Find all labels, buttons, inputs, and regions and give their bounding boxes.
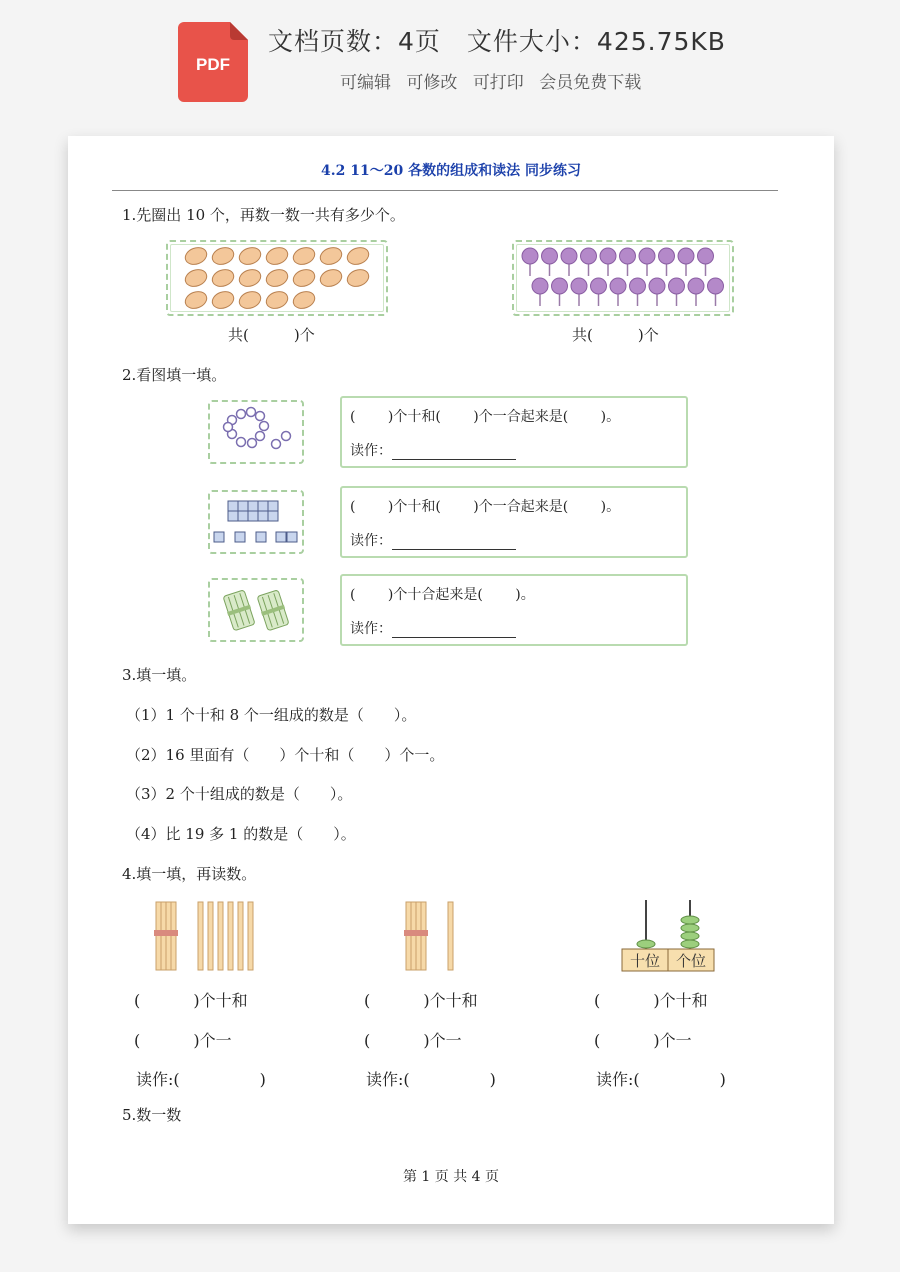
lollipop-icon — [688, 278, 704, 294]
q4-col1-ones[interactable]: ( )个一 — [134, 1031, 232, 1050]
circle-dots-illustration — [210, 402, 302, 462]
feature-member-download: 会员免费下载 — [539, 73, 642, 93]
lollipop-icon — [678, 248, 694, 264]
q2-row2-read-line[interactable] — [350, 530, 516, 550]
peanut-icon — [345, 245, 371, 268]
peanut-icon — [210, 245, 236, 268]
lollipop-icon — [571, 278, 587, 294]
lollipop-icon — [532, 278, 548, 294]
q2-row3-read-line[interactable] — [350, 618, 516, 638]
question-1-answer-right[interactable]: 共( )个 — [572, 326, 659, 344]
document-info-title: 文档页数：4页 文件大小：425.75KB — [268, 27, 726, 56]
peanut-icon — [183, 245, 209, 268]
sticks-bundle-and-six-illustration — [152, 900, 262, 978]
question-1-answer-left[interactable]: 共( )个 — [228, 326, 315, 344]
sticks-picture-box — [208, 578, 304, 642]
peanut-icon — [183, 289, 209, 312]
q4-col1-read[interactable]: 读作:( ) — [136, 1070, 266, 1089]
lollipop-icon — [552, 278, 568, 294]
question-2-answer-box-2 — [340, 486, 688, 558]
q4-col3-tens[interactable]: ( )个十和 — [594, 991, 708, 1010]
feature-editable: 可编辑 — [340, 73, 391, 93]
lollipop-icon — [600, 248, 616, 264]
title-divider — [112, 190, 778, 191]
sticks-bundle-and-one-illustration — [402, 900, 472, 978]
peanut-icon — [237, 267, 263, 290]
lollipop-icon — [630, 278, 646, 294]
lollipop-illustration — [514, 242, 732, 314]
question-3-heading: 3.填一填。 — [122, 666, 197, 684]
question-2-heading: 2.看图填一填。 — [122, 366, 227, 384]
peanut-icon — [237, 245, 263, 268]
question-1-heading: 1.先圈出 10 个，再数一数一共有多少个。 — [122, 206, 405, 224]
circle-picture-box — [208, 400, 304, 464]
lollipop-icon — [522, 248, 538, 264]
q2-row1-fill-line[interactable]: ( )个十和( )个一合起来是( )。 — [350, 409, 621, 425]
lollipop-icon — [659, 248, 675, 264]
squares-picture-box — [208, 490, 304, 554]
q2-row1-read-line[interactable] — [350, 440, 516, 460]
peanut-icon — [210, 289, 236, 312]
pdf-file-icon — [178, 22, 248, 102]
peanut-box — [166, 240, 388, 316]
question-5-heading: 5.数一数 — [122, 1106, 182, 1124]
lollipop-icon — [620, 248, 636, 264]
peanut-icon — [264, 245, 290, 268]
question-2-answer-box-1 — [340, 396, 688, 468]
peanut-icon — [264, 267, 290, 290]
lollipop-icon — [639, 248, 655, 264]
lollipop-icon — [542, 248, 558, 264]
q2-row3-read-label: 读作： — [350, 621, 392, 637]
question-3-item-3[interactable]: （3）2 个十组成的数是（ ）。 — [126, 785, 353, 803]
peanut-icon — [264, 289, 290, 312]
feature-modifiable: 可修改 — [406, 73, 458, 93]
peanut-icon — [291, 245, 317, 268]
peanut-icon — [318, 245, 344, 268]
peanut-icon — [291, 289, 317, 312]
question-3-item-2[interactable]: （2）16 里面有（ ）个十和（ ）个一。 — [126, 746, 445, 764]
peanut-icon — [237, 289, 263, 312]
question-2-answer-box-3 — [340, 574, 688, 646]
lollipop-icon — [649, 278, 665, 294]
lollipop-icon — [581, 248, 597, 264]
q2-row1-read-label: 读作： — [350, 443, 392, 459]
q2-row2-read-label: 读作： — [350, 533, 392, 549]
peanut-icon — [345, 267, 371, 290]
q4-col2-ones[interactable]: ( )个一 — [364, 1031, 462, 1050]
lollipop-icon — [610, 278, 626, 294]
document-features — [340, 68, 651, 93]
abacus-ones-label: 个位 — [675, 952, 707, 970]
lollipop-icon — [669, 278, 685, 294]
q2-row3-fill-line[interactable]: ( )个十合起来是( )。 — [350, 587, 535, 603]
q4-col3-ones[interactable]: ( )个一 — [594, 1031, 692, 1050]
abacus-tens-label: 十位 — [629, 952, 661, 970]
question-3-item-4[interactable]: （4）比 19 多 1 的数是（ ）。 — [126, 825, 356, 843]
lollipop-icon — [708, 278, 724, 294]
lollipop-icon — [698, 248, 714, 264]
question-3-item-1[interactable]: （1）1 个十和 8 个一组成的数是（ ）。 — [126, 706, 417, 724]
lollipop-icon — [591, 278, 607, 294]
lollipop-box — [512, 240, 734, 316]
page-title: 4.2 11～20 各数的组成和读法 同步练习 — [321, 163, 581, 179]
question-4-heading: 4.填一填，再读数。 — [122, 865, 257, 883]
squares-illustration — [210, 492, 302, 552]
q4-col2-read[interactable]: 读作:( ) — [366, 1070, 496, 1089]
stick-bundles-illustration — [210, 580, 302, 640]
q4-col1-tens[interactable]: ( )个十和 — [134, 991, 248, 1010]
peanut-icon — [183, 267, 209, 290]
feature-printable: 可打印 — [472, 73, 524, 93]
peanut-illustration — [168, 242, 386, 314]
pdf-badge-text: PDF — [196, 55, 230, 74]
peanut-icon — [210, 267, 236, 290]
q4-col3-read[interactable]: 读作:( ) — [596, 1070, 726, 1089]
q4-col2-tens[interactable]: ( )个十和 — [364, 991, 478, 1010]
abacus-illustration — [618, 896, 718, 974]
lollipop-icon — [561, 248, 577, 264]
document-page — [68, 136, 834, 1224]
peanut-icon — [318, 267, 344, 290]
page-number-footer: 第 1 页 共 4 页 — [402, 1169, 500, 1185]
peanut-icon — [291, 267, 317, 290]
q2-row2-fill-line[interactable]: ( )个十和( )个一合起来是( )。 — [350, 499, 621, 515]
